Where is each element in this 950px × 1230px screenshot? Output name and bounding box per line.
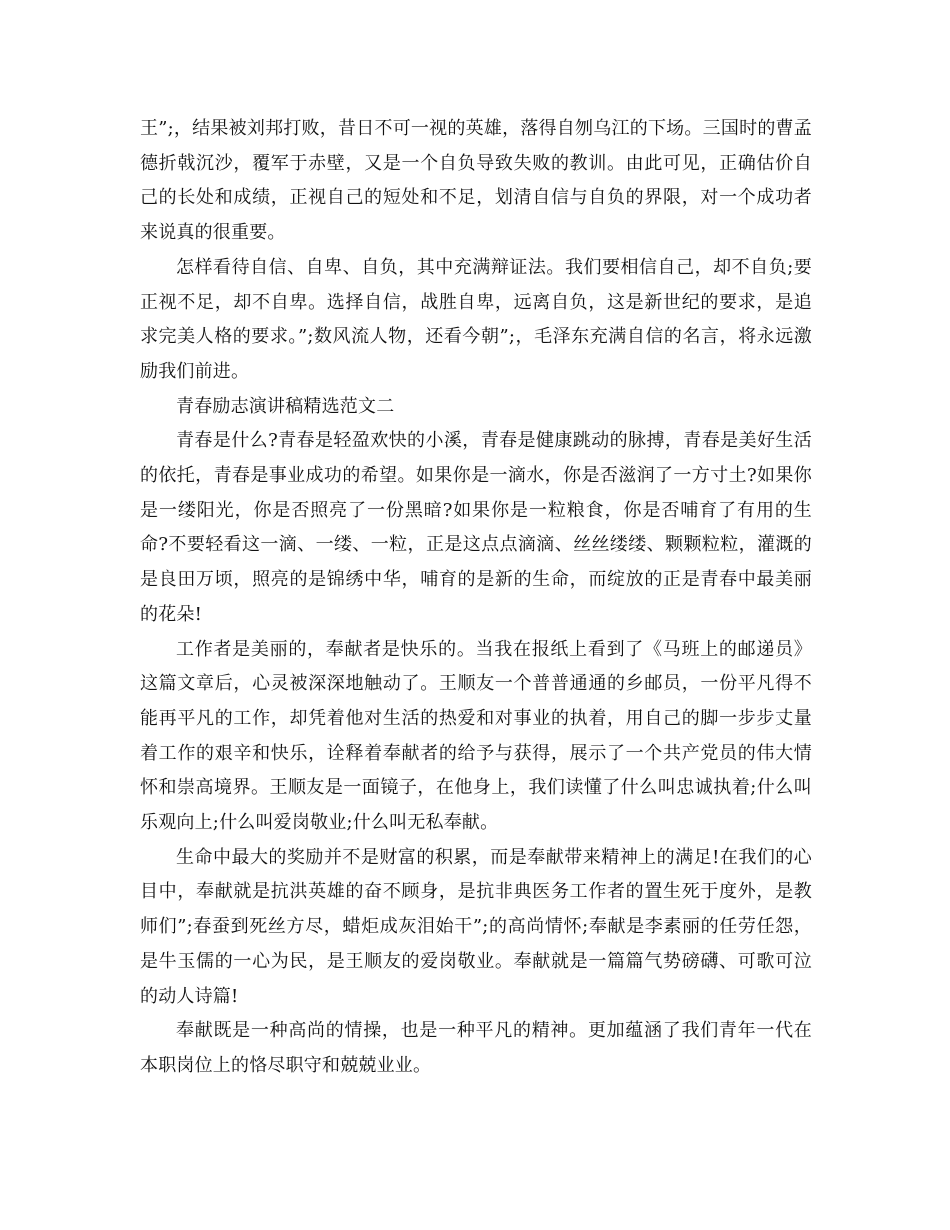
section-heading: 青春励志演讲稿精选范文二 — [176, 395, 395, 417]
paragraph-1: 王”;，结果被刘邦打败，昔日不可一视的英雄，落得自刎乌江的下场。三国时的曹孟德折戟沉沙，覆军于赤壁，又是一个自负导致失败的教训。由此可见，正确估价自己的长处和成绩，正视自己的短处和不足，划清自信与自负的界限，对一个成功者来说真的很重要。 — [140, 118, 812, 244]
paragraph-4: 工作者是美丽的，奉献者是快乐的。当我在报纸上看到了《马班上的邮递员》这篇文章后，心灵被深深地触动了。王顺友一个普普通通的乡邮员，一份平凡得不能再平凡的工作，却凭着他对生活的热爱和对事业的执着，用自己的脚一步步丈量着工作的艰辛和快乐，诠释着奉献者的给予与获得，展示了一个共产党员的伟大情怀和崇高境界。王顺友是一面镜子，在他身上，我们读懂了什么叫忠诚执着;什么叫乐观向上;什么叫爱岗敬业;什么叫无私奉献。 — [140, 638, 812, 834]
paragraph-6: 奉献既是一种高尚的情操，也是一种平凡的精神。更加蕴涵了我们青年一代在本职岗位上的恪尽职守和兢兢业业。 — [140, 1020, 812, 1076]
paragraph-5: 生命中最大的奖励并不是财富的积累，而是奉献带来精神上的满足!在我们的心目中，奉献就是抗洪英雄的奋不顾身，是抗非典医务工作者的置生死于度外，是教师们”;春蚕到死丝方尽，蜡炬成灰泪始干”;的高尚情怀;奉献是李素丽的任劳任怨，是牛玉儒的一心为民，是王顺友的爱岗敬业。奉献就是一篇篇气势磅礴、可歌可泣的动人诗篇! — [140, 846, 812, 1007]
document-body — [140, 112, 812, 1084]
paragraph-2: 怎样看待自信、自卑、自负，其中充满辩证法。我们要相信自己，却不自负;要正视不足，却不自卑。选择自信，战胜自卑，远离自负，这是新世纪的要求，是追求完美人格的要求。”;数风流人物，还看今朝”;，毛泽东充满自信的名言，将永远激励我们前进。 — [140, 256, 812, 382]
paragraph-3: 青春是什么?青春是轻盈欢快的小溪，青春是健康跳动的脉搏，青春是美好生活的依托，青春是事业成功的希望。如果你是一滴水，你是否滋润了一方寸土?如果你是一缕阳光，你是否照亮了一份黑暗?如果你是一粒粮食，你是否哺育了有用的生命?不要轻看这一滴、一缕、一粒，正是这点点滴滴、丝丝缕缕、颗颗粒粒，灌溉的是良田万顷，照亮的是锦绣中华，哺育的是新的生命，而绽放的正是青春中最美丽的花朵! — [140, 430, 812, 625]
